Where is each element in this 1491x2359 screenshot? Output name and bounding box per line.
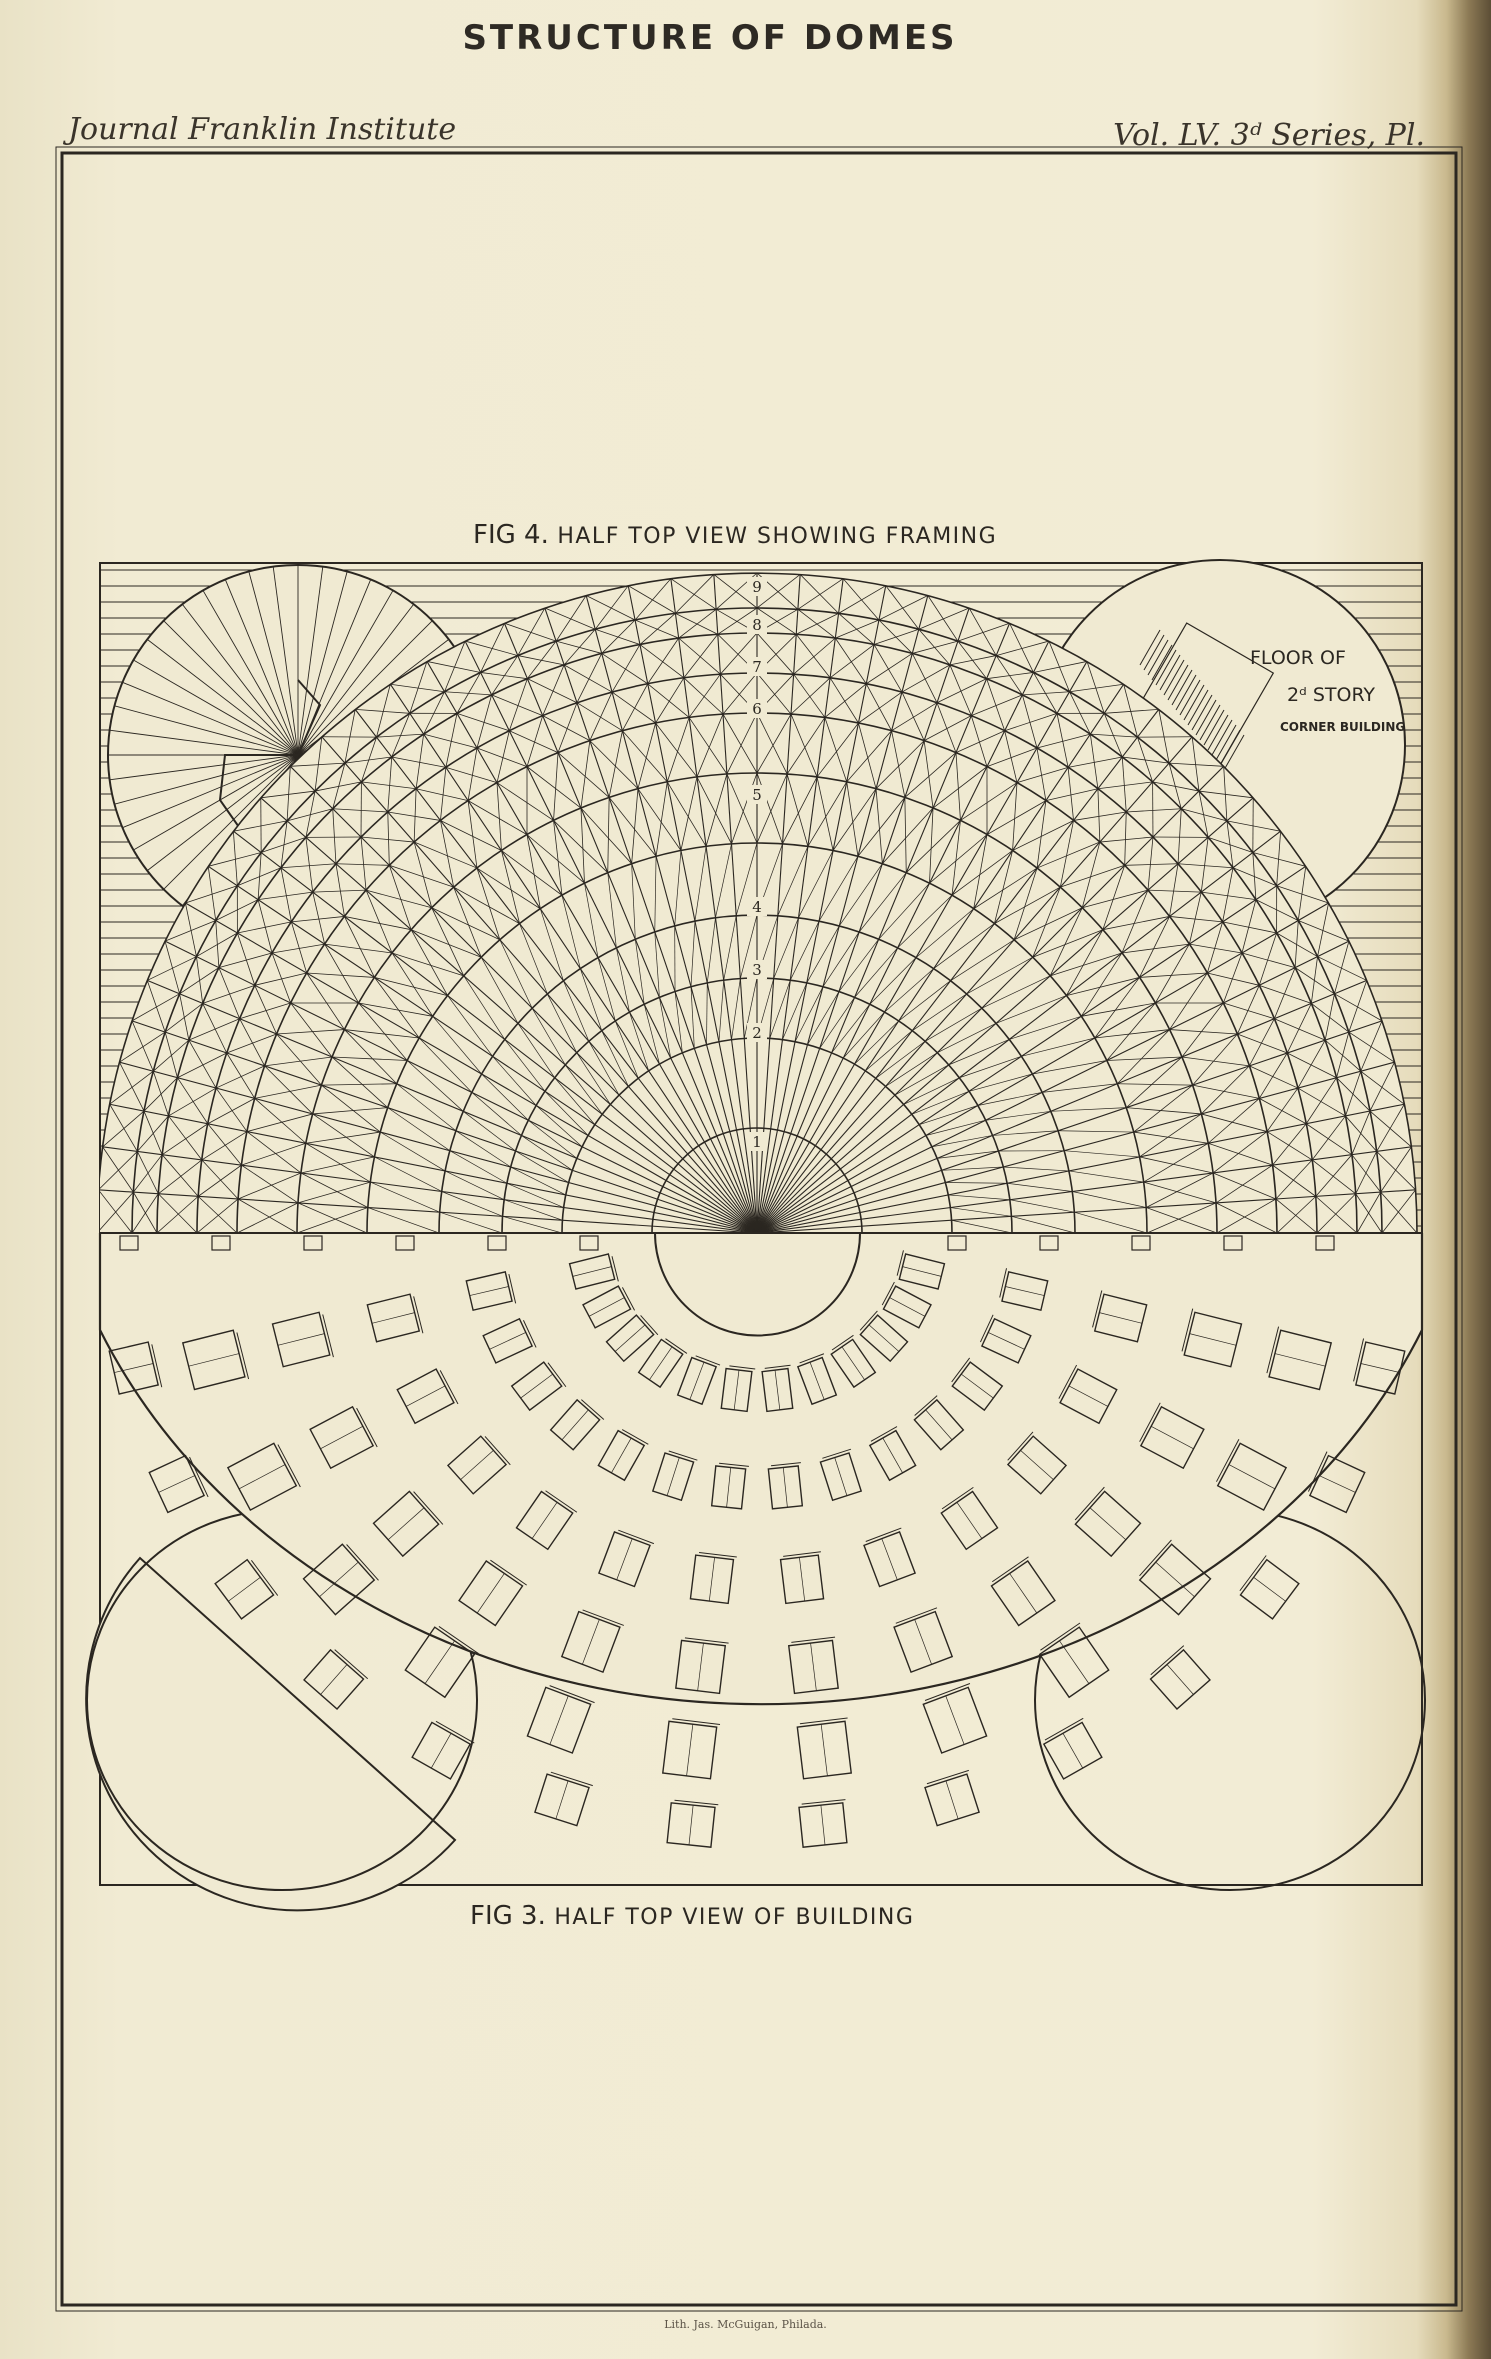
volume-series: Vol. LV. 3ᵈ Series, Pl. (1113, 118, 1425, 153)
ring-number: 8 (752, 616, 762, 634)
booth (663, 1718, 720, 1779)
booth (527, 1685, 594, 1754)
journal-name: Journal Franklin Institute (68, 112, 457, 147)
booth-roof (436, 1721, 474, 1743)
fig3-number: FIG 3. (470, 1901, 546, 1931)
booth-divider (1063, 1733, 1083, 1768)
fig3-caption-text: HALF TOP VIEW OF BUILDING (554, 1905, 915, 1930)
booth-divider (946, 1696, 964, 1745)
booth-roof (251, 1560, 277, 1595)
booth-divider (1167, 1664, 1193, 1694)
booth (922, 1684, 989, 1753)
booth-roof (335, 1650, 368, 1679)
booth-roof (672, 1719, 720, 1725)
printer-credit: Lith. Jas. McGuigan, Philada. (664, 2318, 827, 2331)
booth-divider (228, 1577, 260, 1601)
booth-roof (1151, 1646, 1184, 1675)
booth-divider (1059, 1641, 1088, 1684)
booth (797, 1718, 854, 1779)
booth (667, 1800, 718, 1848)
booth (1042, 1718, 1104, 1779)
ring-number: 4 (752, 898, 762, 916)
ring-number: 5 (752, 786, 762, 804)
floor-label-line1: FLOOR OF (1250, 647, 1346, 669)
booth-divider (1254, 1577, 1286, 1601)
booth-divider (821, 1724, 827, 1776)
booth-divider (550, 1696, 568, 1745)
ring-number: 6 (752, 700, 762, 718)
booth (924, 1770, 982, 1825)
booth (535, 1771, 593, 1826)
ring-number: 3 (752, 961, 762, 979)
booth-divider (321, 1664, 347, 1694)
booth-divider (946, 1781, 958, 1819)
booth (412, 1720, 474, 1781)
floor-label-line2: 2ᵈ STORY (1287, 684, 1376, 706)
booth-roof (551, 1772, 593, 1785)
fig4-number: FIG 4. (473, 520, 549, 550)
ring-number: 2 (752, 1024, 762, 1042)
booth (799, 1800, 850, 1848)
booth-roof (1240, 1556, 1266, 1591)
booth (1149, 1646, 1213, 1709)
booth-divider (689, 1805, 693, 1845)
booth-divider (821, 1805, 825, 1845)
ring-number: 9 (752, 578, 762, 596)
booth-divider (425, 1641, 454, 1684)
booth-roof (550, 1686, 595, 1703)
booth-roof (927, 1770, 969, 1783)
booth (1238, 1556, 1301, 1619)
booth-divider (687, 1724, 693, 1776)
ring-number: 7 (752, 658, 762, 676)
floor-label-line3: CORNER BUILDING (1280, 720, 1406, 734)
booth (215, 1558, 278, 1621)
fig4-caption-text: HALF TOP VIEW SHOWING FRAMING (557, 524, 998, 549)
booth-divider (431, 1733, 451, 1768)
booth-divider (159, 1476, 195, 1493)
ring-number: 1 (752, 1133, 762, 1151)
booth-roof (800, 1718, 848, 1724)
booth-divider (1319, 1476, 1355, 1493)
building-plan (86, 1233, 1425, 1910)
booth (304, 1648, 368, 1711)
booth-divider (556, 1781, 568, 1819)
plate-title: STRUCTURE OF DOMES (462, 18, 958, 58)
booth-roof (1045, 1718, 1083, 1740)
